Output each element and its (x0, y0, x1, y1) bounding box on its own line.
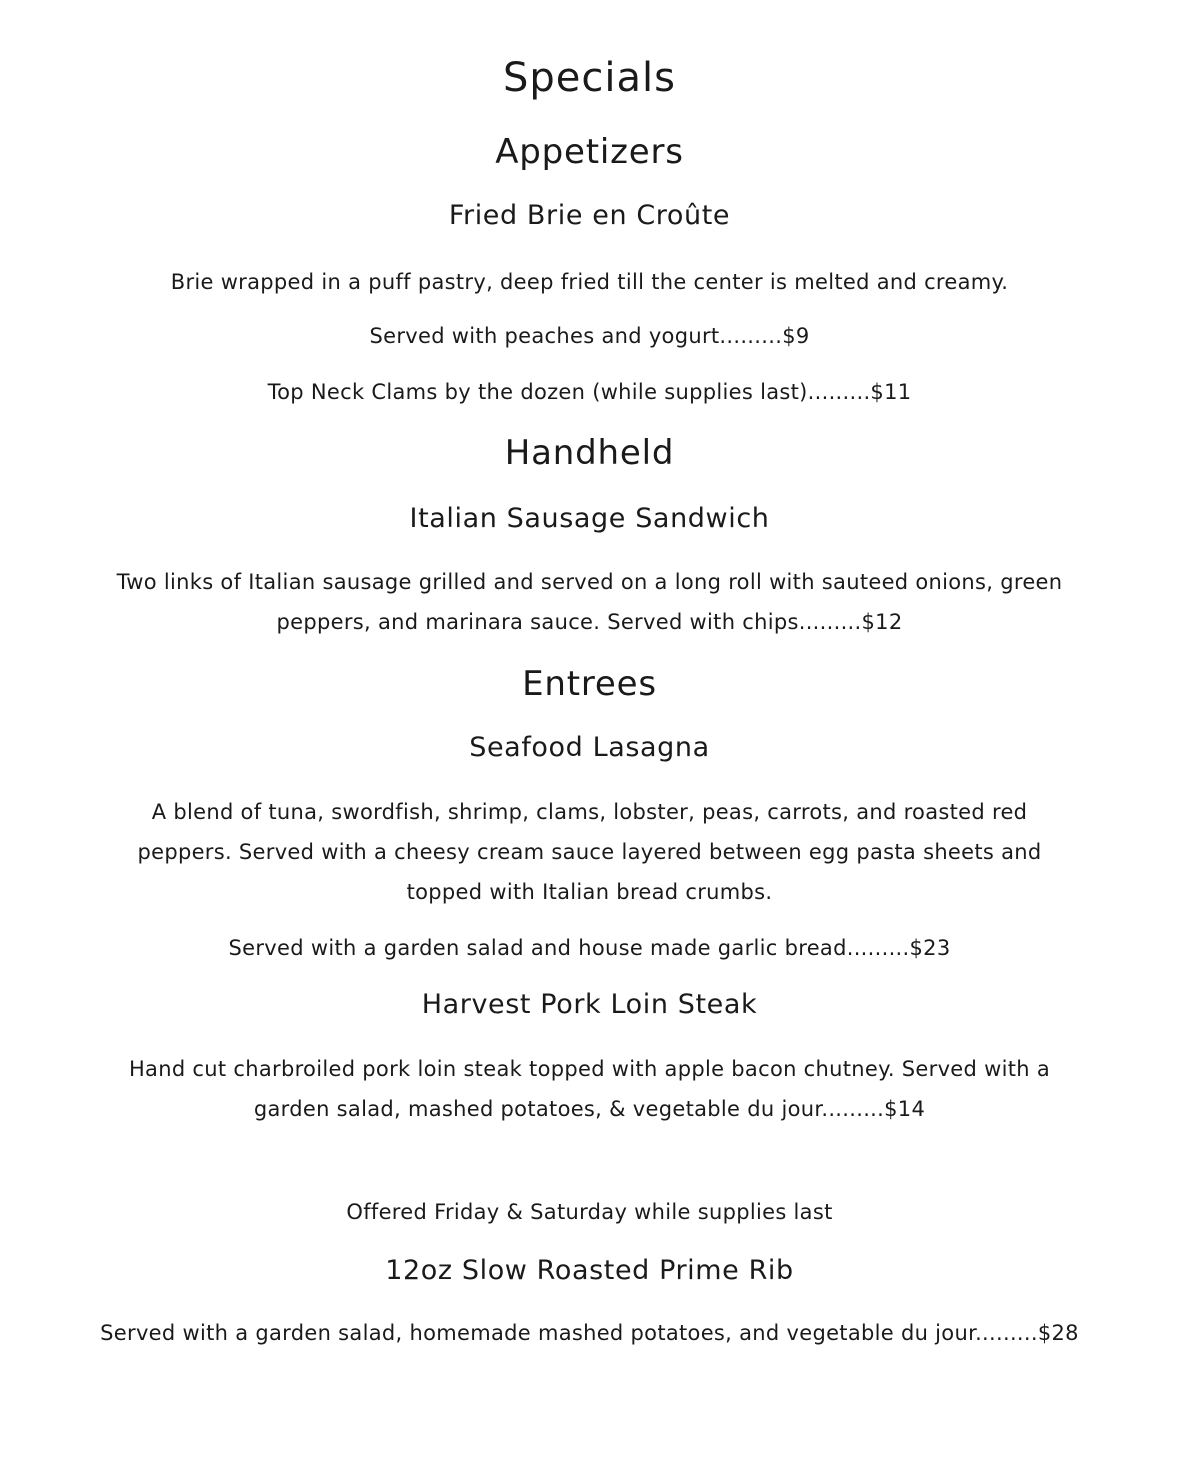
menu-item-description: Two links of Italian sausage grilled and served on a long roll with sauteed onions, green (116, 570, 1063, 594)
page-title: Specials (503, 55, 676, 101)
section-heading-appetizers: Appetizers (495, 132, 684, 172)
menu-item-description: Served with a garden salad, homemade mashed potatoes, and vegetable du jour.........$28 (100, 1321, 1079, 1345)
menu-item-name: Italian Sausage Sandwich (409, 503, 770, 534)
menu-item-description: topped with Italian bread crumbs. (406, 880, 773, 904)
menu-item-description: A blend of tuna, swordfish, shrimp, clams, lobster, peas, carrots, and roasted red (151, 800, 1028, 824)
menu-item-name: Harvest Pork Loin Steak (421, 989, 758, 1020)
section-heading-handheld: Handheld (504, 433, 675, 473)
menu-item-price-line: Served with a garden salad and house made garlic bread.........$23 (228, 936, 951, 960)
availability-note: Offered Friday & Saturday while supplies last (346, 1200, 833, 1224)
menu-item-name: Fried Brie en Croûte (448, 200, 731, 231)
menu-item-name: 12oz Slow Roasted Prime Rib (385, 1255, 794, 1286)
menu-item-description: Hand cut charbroiled pork loin steak topped with apple bacon chutney. Served with a (128, 1057, 1051, 1081)
menu-item-description: peppers, and marinara sauce. Served with chips.........$12 (276, 610, 903, 634)
menu-item-name: Seafood Lasagna (469, 732, 710, 763)
menu-item-description: garden salad, mashed potatoes, & vegetable du jour.........$14 (253, 1097, 926, 1121)
menu-item-price-line: Served with peaches and yogurt.........$9 (369, 324, 810, 348)
menu-item-description: peppers. Served with a cheesy cream sauce layered between egg pasta sheets and (137, 840, 1042, 864)
menu-item-description: Top Neck Clams by the dozen (while supplies last).........$11 (267, 380, 912, 404)
section-heading-entrees: Entrees (522, 664, 657, 704)
menu-item-description: Brie wrapped in a puff pastry, deep fried till the center is melted and creamy. (170, 270, 1009, 294)
